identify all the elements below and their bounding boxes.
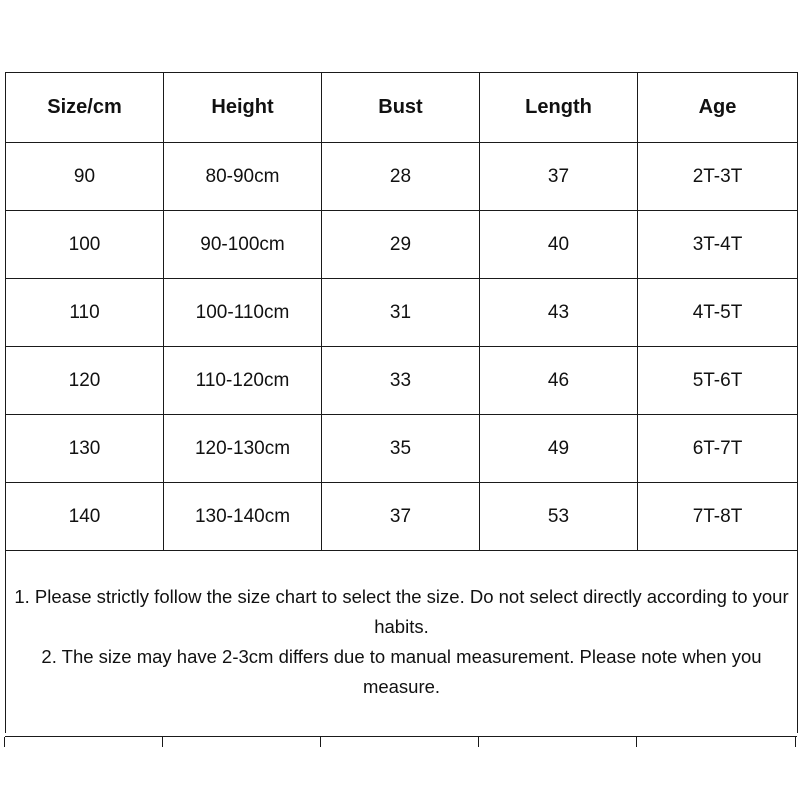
cell-height: 120-130cm xyxy=(164,415,322,483)
cell-bust: 29 xyxy=(322,211,480,279)
header-age: Age xyxy=(638,73,798,143)
header-bust: Bust xyxy=(322,73,480,143)
column-stub xyxy=(636,737,637,747)
cell-age: 2T-3T xyxy=(638,143,798,211)
cell-height: 90-100cm xyxy=(164,211,322,279)
cell-age: 7T-8T xyxy=(638,483,798,551)
cell-height: 80-90cm xyxy=(164,143,322,211)
cell-length: 43 xyxy=(480,279,638,347)
cell-age: 5T-6T xyxy=(638,347,798,415)
cell-bust: 28 xyxy=(322,143,480,211)
header-row xyxy=(6,73,798,143)
cell-length: 37 xyxy=(480,143,638,211)
table-row xyxy=(6,347,798,415)
header-length: Length xyxy=(480,73,638,143)
header-height: Height xyxy=(164,73,322,143)
cell-length: 40 xyxy=(480,211,638,279)
cell-age: 6T-7T xyxy=(638,415,798,483)
cell-age: 3T-4T xyxy=(638,211,798,279)
column-stub xyxy=(795,737,796,747)
table-row xyxy=(6,415,798,483)
column-stub xyxy=(478,737,479,747)
notes-cell xyxy=(6,551,798,734)
table-bottom-border xyxy=(5,736,797,747)
table-row xyxy=(6,483,798,551)
cell-size: 110 xyxy=(6,279,164,347)
cell-height: 130-140cm xyxy=(164,483,322,551)
cell-size: 140 xyxy=(6,483,164,551)
cell-size: 120 xyxy=(6,347,164,415)
table-row xyxy=(6,143,798,211)
cell-size: 90 xyxy=(6,143,164,211)
column-stub xyxy=(162,737,163,747)
cell-bust: 37 xyxy=(322,483,480,551)
note-1: 1. Please strictly follow the size chart to select the size. Do not select directly according to your habits. xyxy=(14,586,789,637)
cell-age: 4T-5T xyxy=(638,279,798,347)
cell-size: 130 xyxy=(6,415,164,483)
cell-bust: 33 xyxy=(322,347,480,415)
cell-length: 46 xyxy=(480,347,638,415)
cell-bust: 35 xyxy=(322,415,480,483)
table-row xyxy=(6,211,798,279)
column-stub xyxy=(320,737,321,747)
cell-length: 53 xyxy=(480,483,638,551)
note-2: 2. The size may have 2-3cm differs due to manual measurement. Please note when you measure. xyxy=(41,646,762,697)
notes-row xyxy=(6,551,798,734)
header-size: Size/cm xyxy=(6,73,164,143)
cell-size: 100 xyxy=(6,211,164,279)
cell-height: 110-120cm xyxy=(164,347,322,415)
column-stub xyxy=(4,737,5,747)
table-row xyxy=(6,279,798,347)
size-chart-table xyxy=(5,72,798,733)
cell-bust: 31 xyxy=(322,279,480,347)
cell-height: 100-110cm xyxy=(164,279,322,347)
cell-length: 49 xyxy=(480,415,638,483)
